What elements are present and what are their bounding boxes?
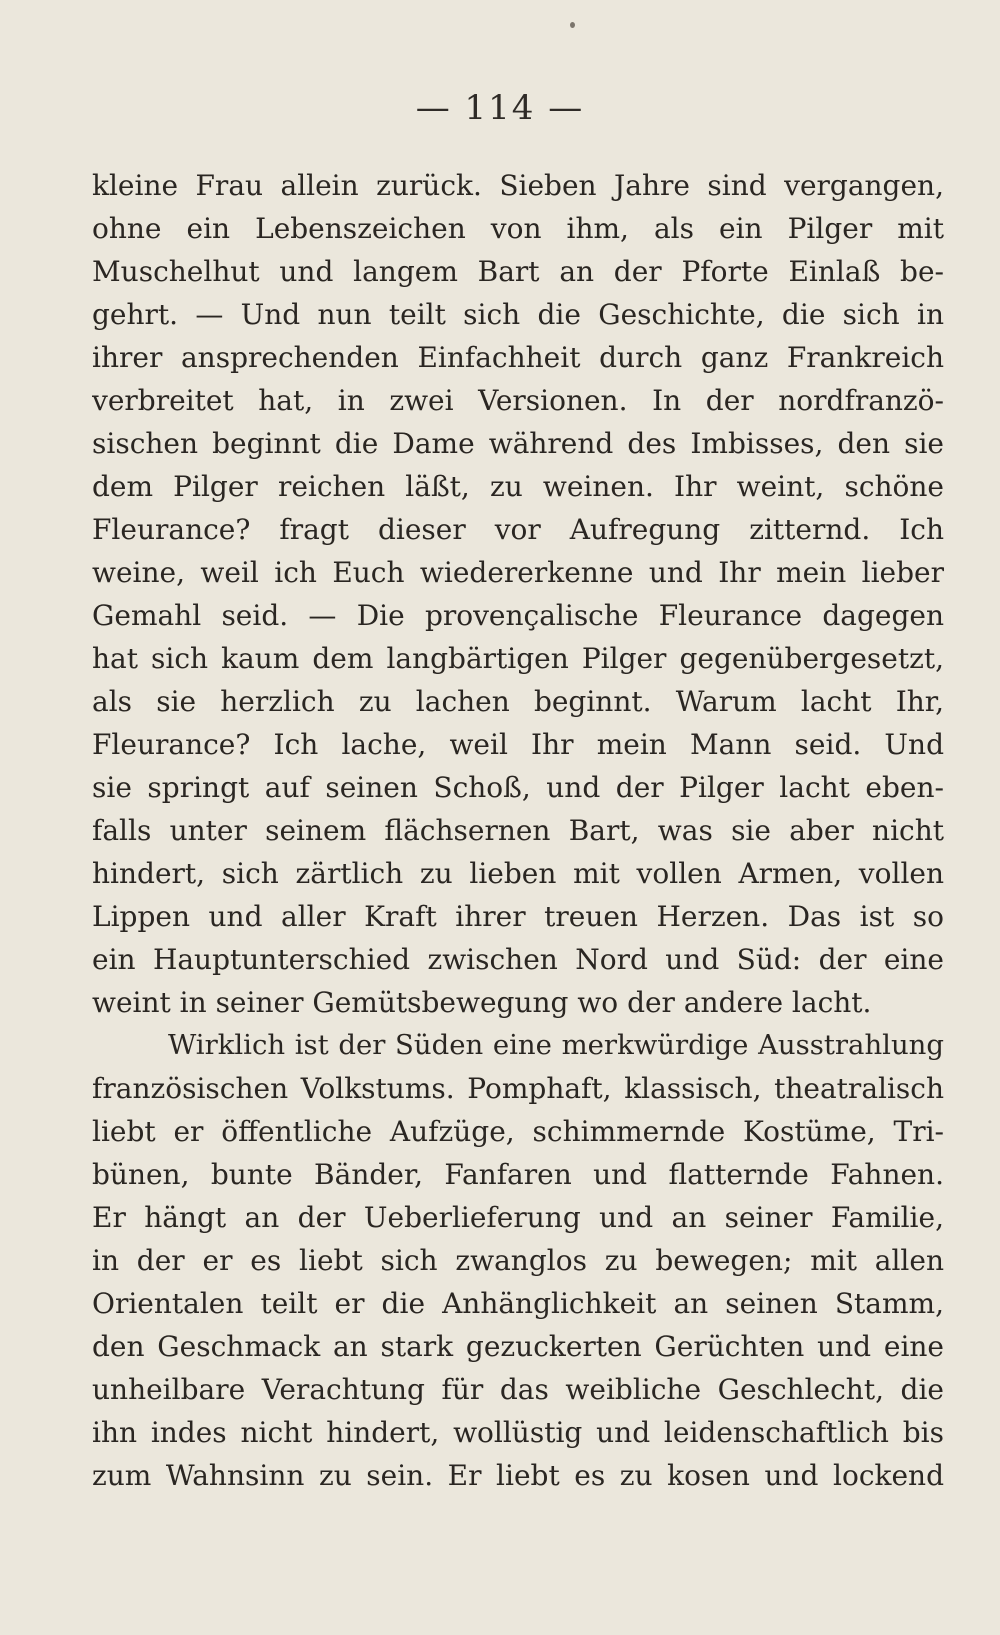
text-line: falls unter seinem flächsernen Bart, was sie aber nicht <box>92 814 944 847</box>
text-line: französischen Volkstums. Pomphaft, klassisch, theatralisch <box>92 1072 944 1105</box>
text-line: den Geschmack an stark gezuckerten Gerüchten und eine <box>92 1330 944 1363</box>
paper-speck <box>570 22 575 28</box>
text-line: hindert, sich zärtlich zu lieben mit vollen Armen, vollen <box>92 857 944 890</box>
text-line: ohne ein Lebenszeichen von ihm, als ein Pilger mit <box>92 212 944 245</box>
text-line: verbreitet hat, in zwei Versionen. In der nordfranzö- <box>92 384 944 417</box>
text-line: bünen, bunte Bänder, Fanfaren und flatternde Fahnen. <box>92 1158 944 1191</box>
text-line: ein Hauptunterschied zwischen Nord und Süd: der eine <box>92 943 944 976</box>
text-line: weine, weil ich Euch wiedererkenne und Ihr mein lieber <box>92 556 944 589</box>
paragraph-end-line: weint in seiner Gemütsbewegung wo der andere lacht. <box>92 986 872 1019</box>
paragraph-start-line: Wirklich ist der Süden eine merkwürdige Ausstrahlung <box>168 1029 944 1061</box>
text-line: Lippen und aller Kraft ihrer treuen Herzen. Das ist so <box>92 900 944 933</box>
text-line: hat sich kaum dem langbärtigen Pilger gegenübergesetzt, <box>92 642 944 675</box>
text-line: Gemahl seid. — Die provençalische Fleurance dagegen <box>92 599 944 632</box>
text-line: sie springt auf seinen Schoß, und der Pilger lacht eben- <box>92 771 944 804</box>
text-line: dem Pilger reichen läßt, zu weinen. Ihr weint, schöne <box>92 470 944 503</box>
text-line: sischen beginnt die Dame während des Imbisses, den sie <box>92 427 944 460</box>
text-line: unheilbare Verachtung für das weibliche Geschlecht, die <box>92 1373 944 1406</box>
text-line: zum Wahnsinn zu sein. Er liebt es zu kosen und lockend <box>92 1459 944 1492</box>
text-line: gehrt. — Und nun teilt sich die Geschichte, die sich in <box>92 298 944 331</box>
text-line: Er hängt an der Ueberlieferung und an seiner Familie, <box>92 1201 944 1234</box>
page-number: — 114 — <box>415 88 585 128</box>
text-line: ihn indes nicht hindert, wollüstig und leidenschaftlich bis <box>92 1416 944 1449</box>
text-line: Orientalen teilt er die Anhänglichkeit an seinen Stamm, <box>92 1287 944 1320</box>
text-line: Muschelhut und langem Bart an der Pforte Einlaß be- <box>92 255 944 288</box>
text-line: als sie herzlich zu lachen beginnt. Warum lacht Ihr, <box>92 685 944 718</box>
text-line: Fleurance? fragt dieser vor Aufregung zitternd. Ich <box>92 513 944 546</box>
text-line: ihrer ansprechenden Einfachheit durch ganz Frankreich <box>92 341 944 374</box>
text-line: liebt er öffentliche Aufzüge, schimmernde Kostüme, Tri- <box>92 1115 944 1148</box>
text-line: in der er es liebt sich zwanglos zu bewegen; mit allen <box>92 1244 944 1277</box>
text-line: kleine Frau allein zurück. Sieben Jahre sind vergangen, <box>92 169 944 202</box>
text-line: Fleurance? Ich lache, weil Ihr mein Mann seid. Und <box>92 728 944 761</box>
body-text <box>92 164 944 1497</box>
